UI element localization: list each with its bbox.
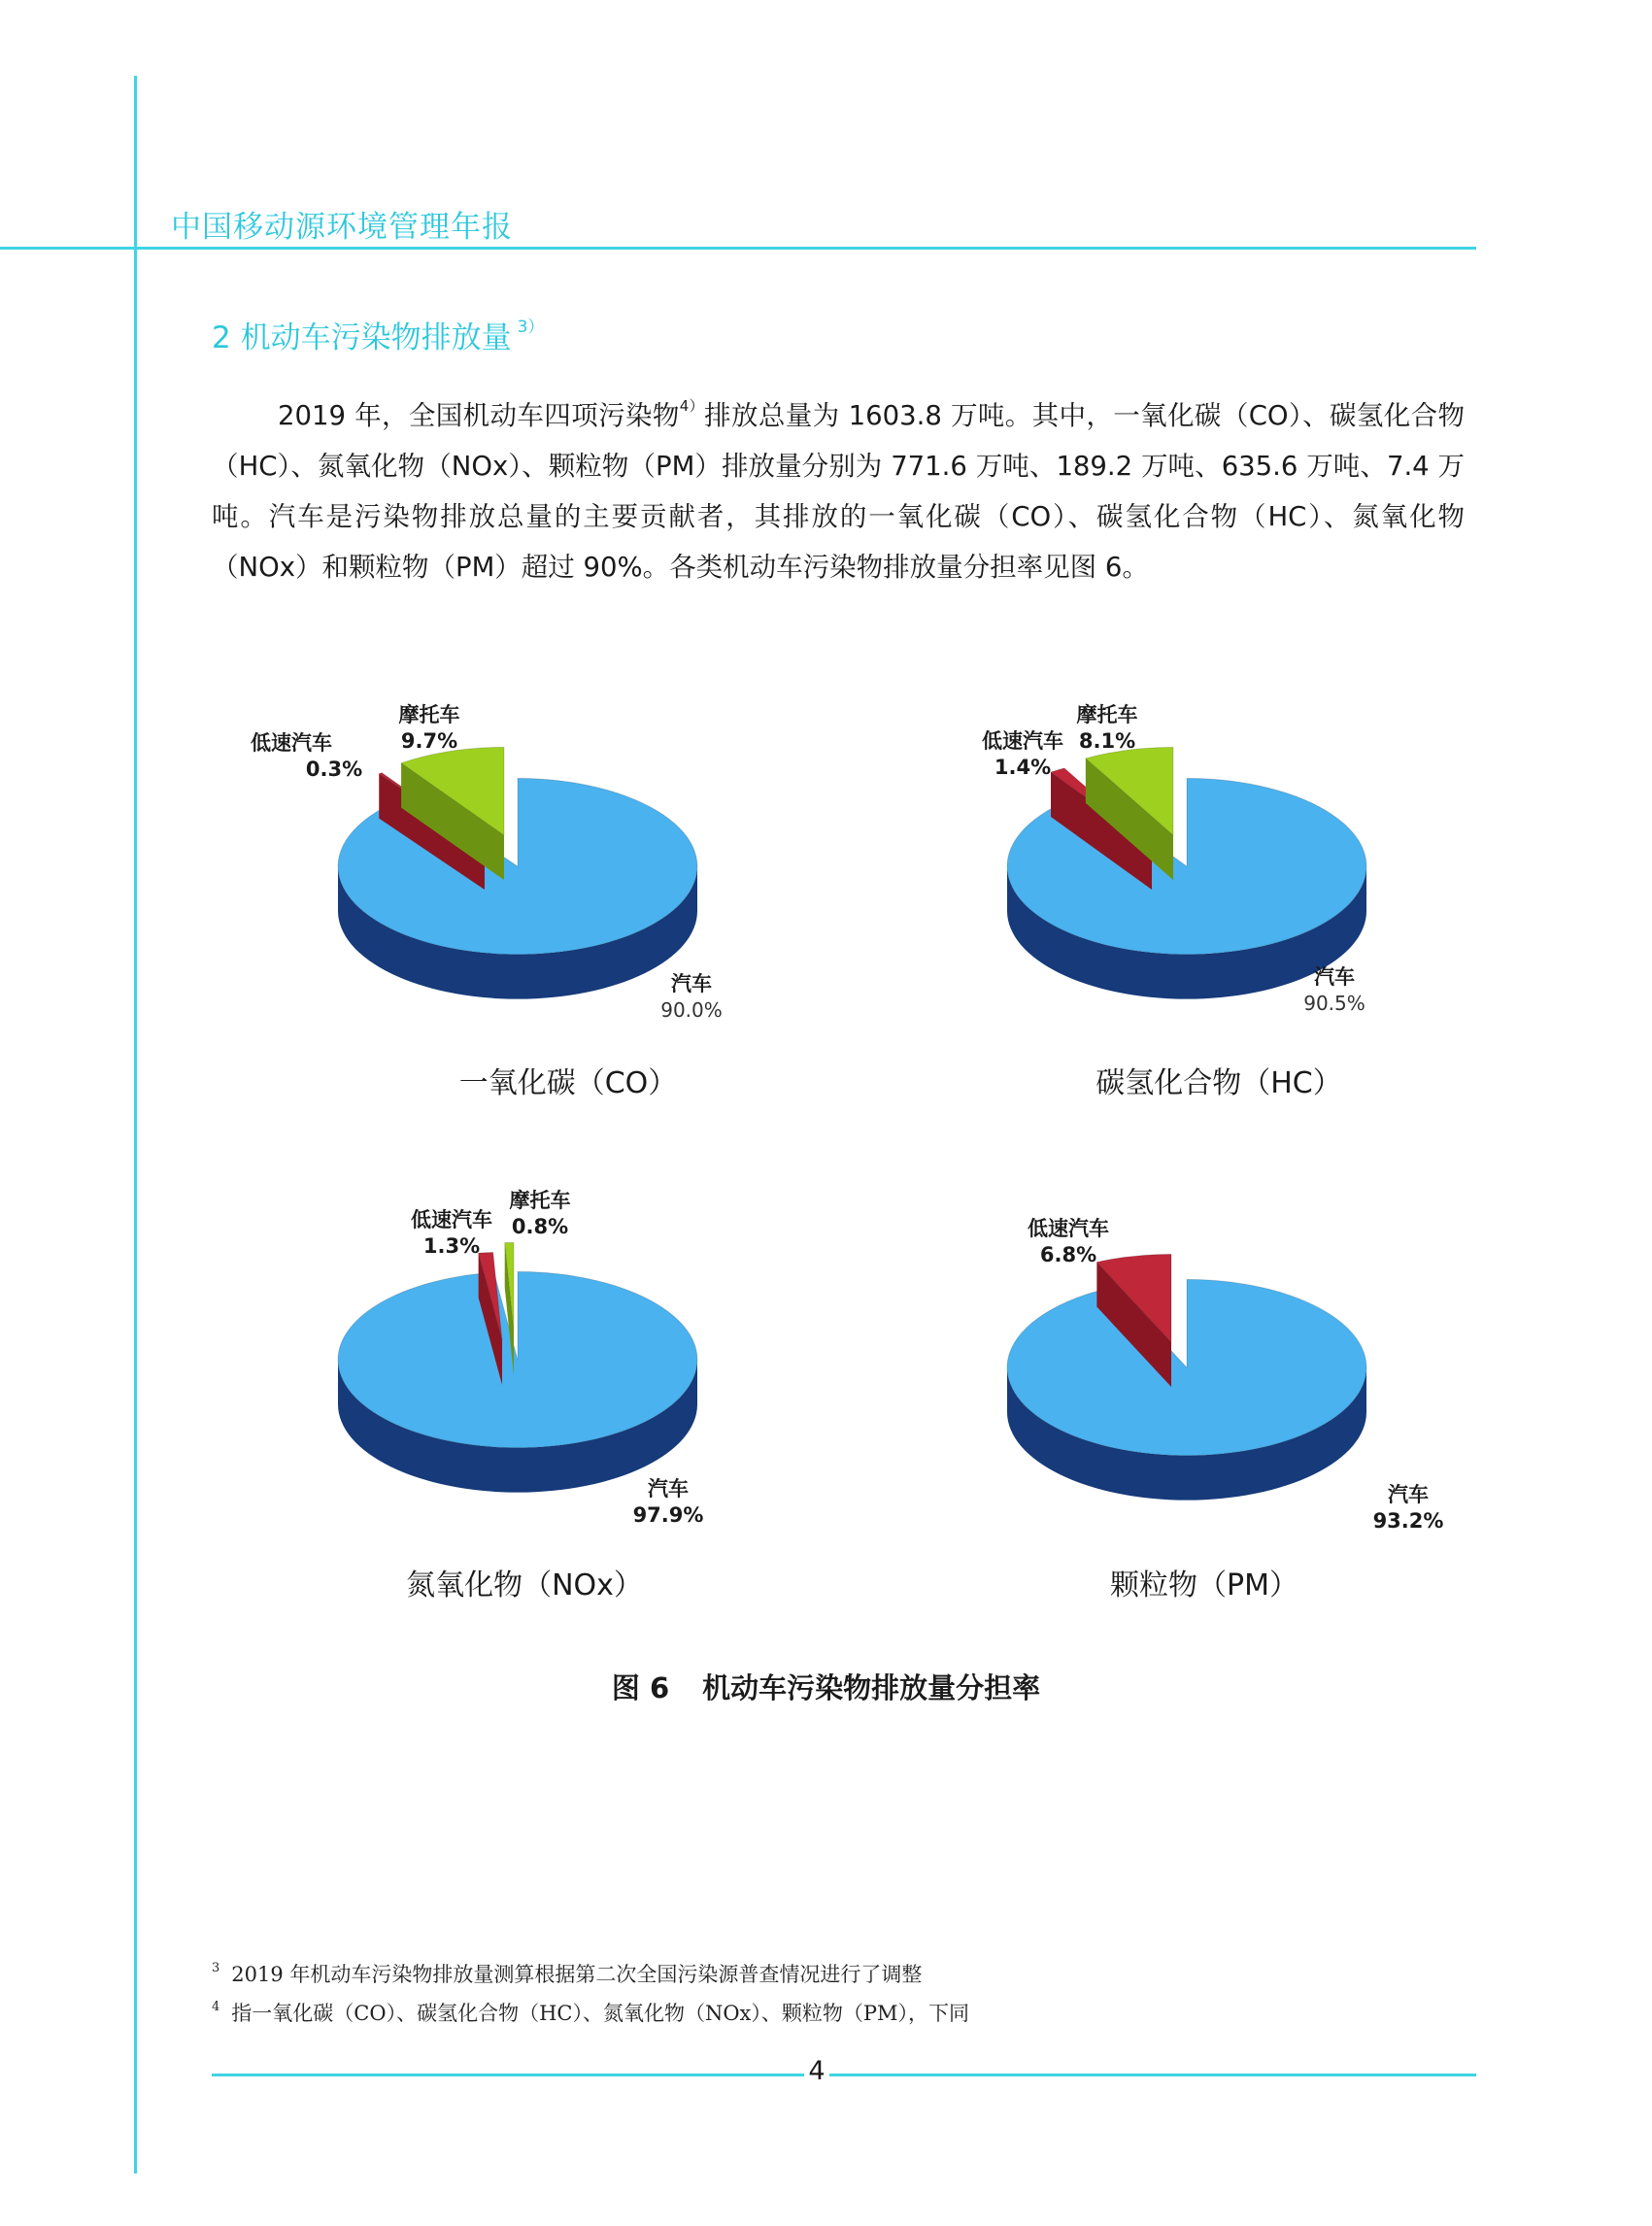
footnote-text: 2019 年机动车污染物排放量测算根据第二次全国污染源普查情况进行了调整 [231, 1963, 923, 1986]
slice-label-name: 汽车 [671, 972, 712, 995]
slice-label-name: 低速汽车 [1028, 1217, 1109, 1240]
body-text-part2: 排放总量为 1603.8 万吨。其中，一氧化碳（CO）、碳氢化合物（HC）、氮氧化物（NOx）、颗粒物（PM）排放量分别为 771.6 万吨、189.2 万吨、635.6 万吨、7.4 万吨。汽车是污染物排放总量的主要贡献者，其排放的一氧化碳（CO）、碳氢化合物（HC）、氮氧化物（NOx）和颗粒物（PM）超过 90%。各类机动车污染物排放量分担率见图 6。 [212, 400, 1465, 583]
slice-label-value: 1.3% [422, 1234, 481, 1258]
section-heading-text: 2 机动车污染物排放量 [212, 320, 512, 355]
slice-label-value: 9.7% [400, 729, 458, 753]
slice-label-name: 摩托车 [1076, 703, 1138, 726]
pie-title: 一氧化碳（CO） [458, 1066, 678, 1100]
body-text-part1: 2019 年，全国机动车四项污染物 [278, 400, 680, 431]
slice-label-name: 汽车 [1314, 965, 1355, 989]
figure-number: 图 6 [611, 1671, 670, 1704]
pie-chart-2 [982, 703, 1366, 1100]
slice-label-name: 低速汽车 [251, 731, 332, 755]
footnote-3 [212, 1952, 969, 1991]
running-header-title: 中国移动源环境管理年报 [171, 210, 513, 245]
slice-label-name: 摩托车 [509, 1189, 571, 1212]
footer-rule-right [829, 2074, 1476, 2076]
footnote-mark: 4 [212, 2000, 220, 2014]
pie-chart-1 [251, 703, 723, 1100]
slice-label-name: 低速汽车 [982, 729, 1063, 753]
pie-title: 氮氧化物（NOx） [406, 1568, 643, 1602]
pie-slice-汽车 [338, 1271, 697, 1447]
pie-chart-3 [338, 1189, 703, 1602]
slice-label-value: 90.5% [1303, 992, 1365, 1015]
slice-label-name: 摩托车 [398, 703, 460, 726]
slice-label-name: 汽车 [1388, 1483, 1429, 1506]
slice-label-value: 90.0% [660, 998, 723, 1022]
pie-title: 碳氢化合物（HC） [1096, 1066, 1342, 1100]
footnote-4 [212, 1991, 969, 2030]
footnote-mark: 3 [212, 1961, 220, 1975]
slice-label-value: 97.9% [632, 1503, 704, 1527]
pie-chart-4 [1007, 1217, 1443, 1602]
pie-slice-汽车 [1007, 1279, 1366, 1455]
slice-label-name: 汽车 [648, 1477, 689, 1501]
figure-caption [0, 1667, 1652, 1706]
slice-label-value: 1.4% [994, 756, 1052, 779]
slice-label-value: 8.1% [1078, 729, 1136, 753]
figure-caption-text: 机动车污染物排放量分担率 [702, 1671, 1041, 1704]
slice-label-value: 0.3% [305, 758, 363, 781]
slice-label-value: 93.2% [1372, 1509, 1444, 1533]
footnotes [212, 1952, 969, 2030]
footnote-text: 指一氧化碳（CO）、碳氢化合物（HC）、氮氧化物（NOx）、颗粒物（PM），下同 [231, 2002, 970, 2025]
page-number: 4 [808, 2056, 826, 2086]
slice-label-name: 低速汽车 [411, 1208, 492, 1231]
slice-label-value: 6.8% [1039, 1243, 1097, 1266]
section-footnote-ref: 3） [517, 318, 545, 337]
pie-title: 颗粒物（PM） [1110, 1568, 1298, 1602]
footer-rule-left [212, 2074, 804, 2076]
body-footnote-ref: 4） [679, 397, 705, 415]
slice-label-value: 0.8% [511, 1215, 569, 1238]
